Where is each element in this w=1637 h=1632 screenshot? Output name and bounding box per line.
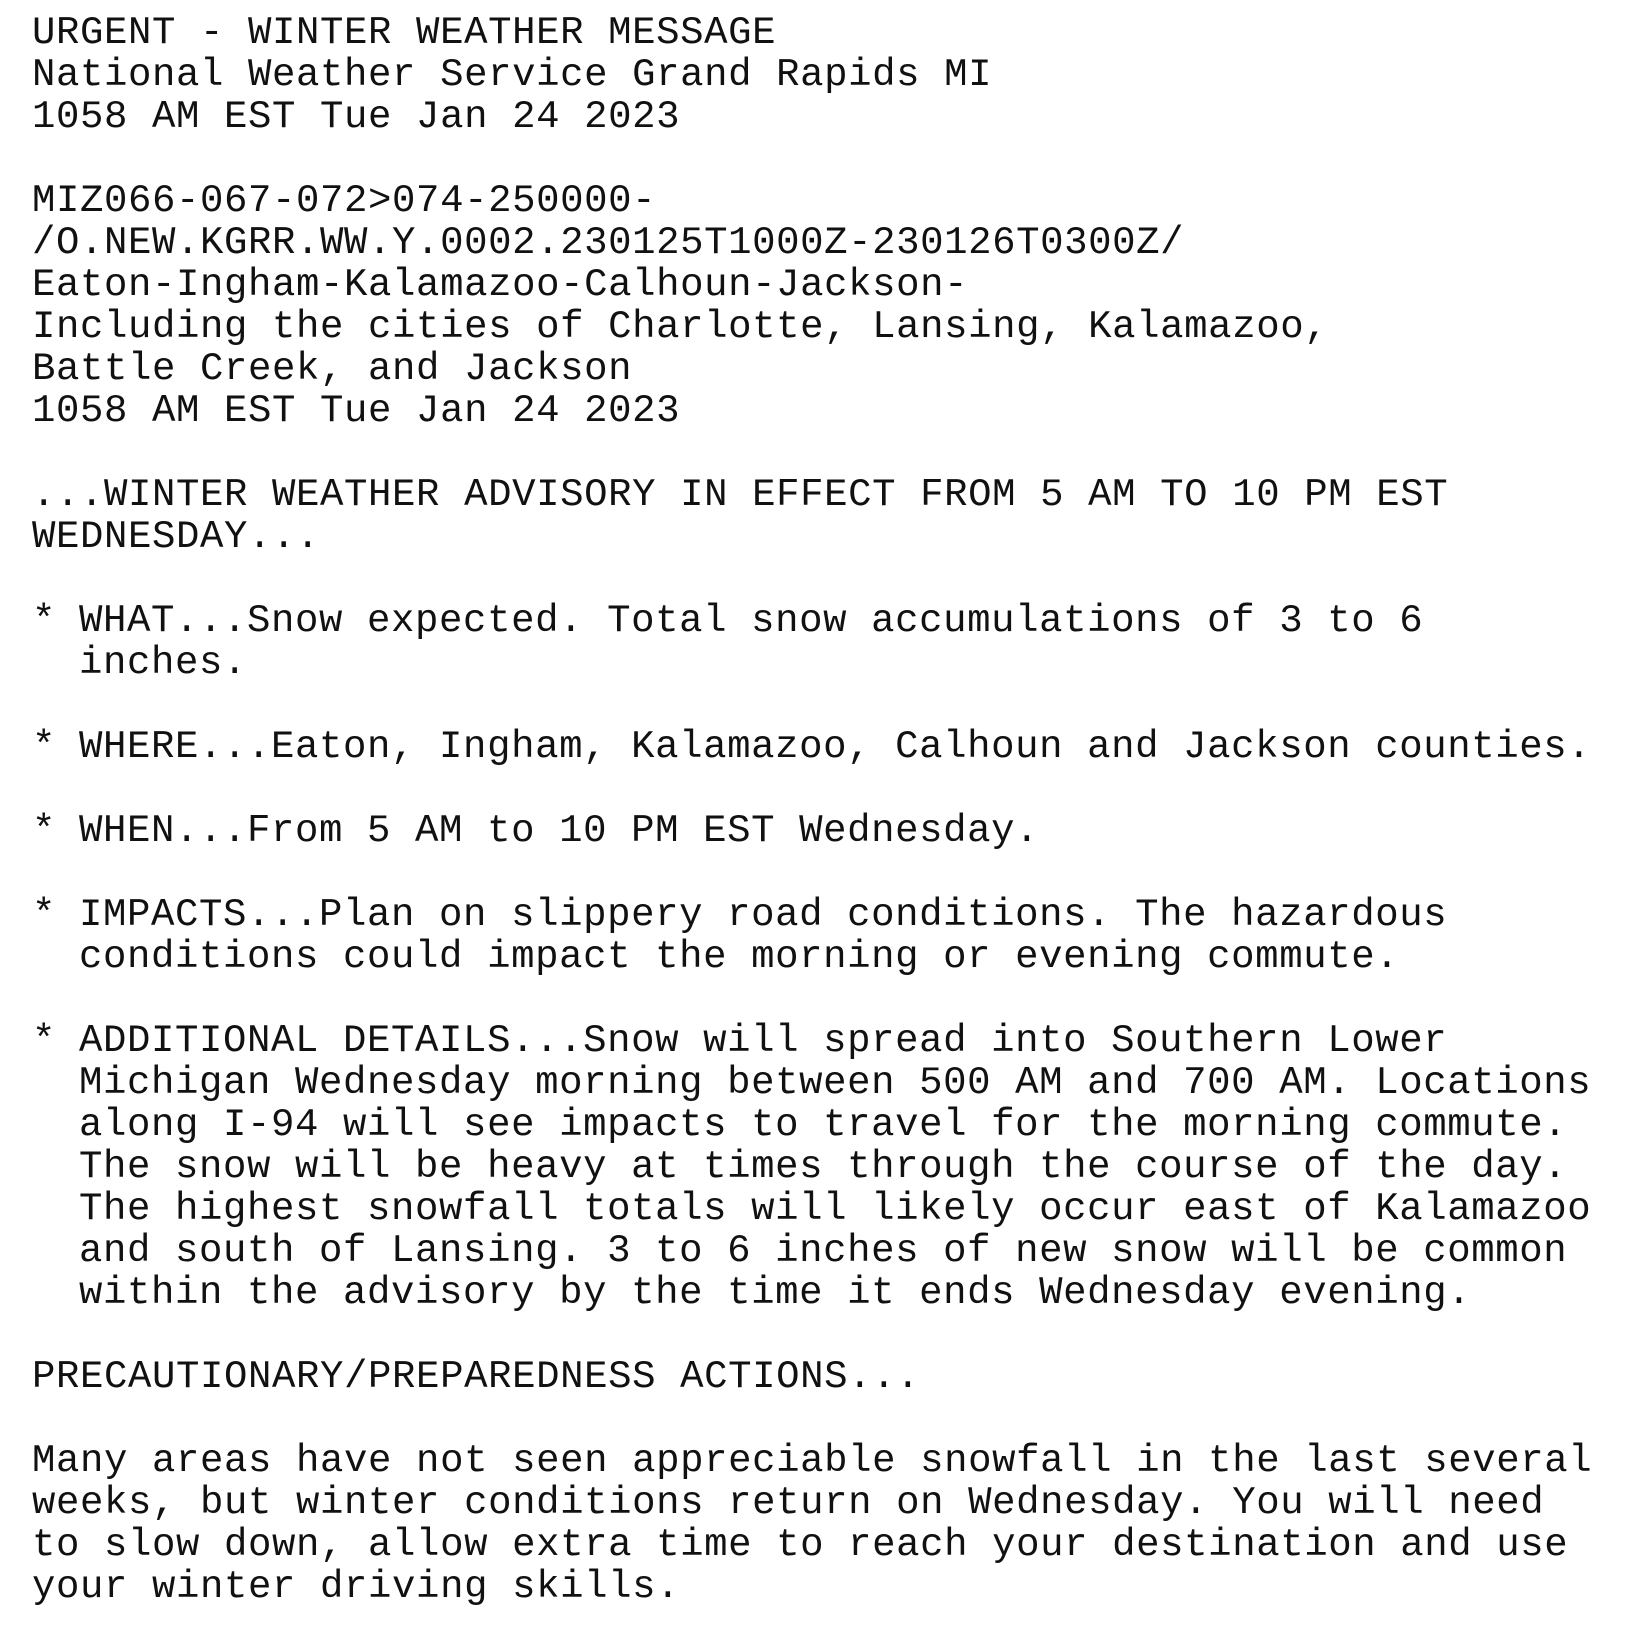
issuing-office: National Weather Service Grand Rapids MI	[32, 53, 993, 97]
spacer	[32, 684, 1592, 726]
spacer	[32, 768, 1592, 810]
issue-time: 1058 AM EST Tue Jan 24 2023	[32, 95, 681, 139]
bullet-text: Michigan Wednesday morning between 500 AM and 700 AM. Locations	[79, 1061, 1592, 1105]
bullet-text: and south of Lansing. 3 to 6 inches of new snow will be common	[79, 1229, 1568, 1273]
bullet-when	[32, 810, 1592, 852]
precautionary-actions	[32, 1356, 1592, 1608]
bullet-text: WHERE...Eaton, Ingham, Kalamazoo, Calhoun and Jackson counties.	[79, 725, 1592, 769]
bullet-marker: *	[32, 725, 57, 769]
spacer	[32, 978, 1592, 1020]
headline-line: WEDNESDAY...	[32, 515, 321, 559]
actions-text: your winter driving skills.	[32, 1565, 681, 1609]
bullet-text: The snow will be heavy at times through the course of the day.	[79, 1145, 1568, 1189]
bullet-additional-details	[32, 1020, 1592, 1314]
cities-line-continued: Battle Creek, and Jackson	[32, 347, 633, 391]
bullet-text: ADDITIONAL DETAILS...Snow will spread into Southern Lower	[79, 1019, 1448, 1063]
vtec-string: /O.NEW.KGRR.WW.Y.0002.230125T1000Z-230126T0300Z/	[32, 221, 1185, 265]
actions-text: weeks, but winter conditions return on Wednesday. You will need	[32, 1481, 1545, 1525]
headline-line: ...WINTER WEATHER ADVISORY IN EFFECT FROM 5 AM TO 10 PM EST	[32, 473, 1449, 517]
bullet-text: within the advisory by the time it ends Wednesday evening.	[79, 1271, 1472, 1315]
bullet-text: conditions could impact the morning or evening commute.	[79, 935, 1400, 979]
bullet-what	[32, 600, 1592, 684]
county-list: Eaton-Ingham-Kalamazoo-Calhoun-Jackson-	[32, 263, 969, 307]
bullet-where	[32, 726, 1592, 768]
bullet-text: IMPACTS...Plan on slippery road conditions. The hazardous	[79, 893, 1448, 937]
bullet-text: The highest snowfall totals will likely occur east of Kalamazoo	[79, 1187, 1592, 1231]
zone-issue-time: 1058 AM EST Tue Jan 24 2023	[32, 389, 681, 433]
spacer	[32, 852, 1592, 894]
bullet-text: WHEN...From 5 AM to 10 PM EST Wednesday.	[79, 809, 1040, 853]
bullet-marker: *	[32, 893, 57, 937]
actions-heading: PRECAUTIONARY/PREPAREDNESS ACTIONS...	[32, 1355, 921, 1399]
bullet-marker: *	[32, 1019, 57, 1063]
actions-text: to slow down, allow extra time to reach your destination and use	[32, 1523, 1569, 1567]
spacer	[32, 138, 1592, 180]
bullet-marker: *	[32, 599, 57, 643]
bullet-text: WHAT...Snow expected. Total snow accumulations of 3 to 6	[79, 599, 1424, 643]
bullet-text: inches.	[79, 641, 248, 685]
bullet-text: along I-94 will see impacts to travel for the morning commute.	[79, 1103, 1568, 1147]
spacer	[32, 432, 1592, 474]
spacer	[32, 1398, 1592, 1440]
spacer	[32, 1314, 1592, 1356]
bullet-impacts	[32, 894, 1592, 978]
message-header	[32, 12, 1592, 138]
weather-bulletin	[32, 12, 1592, 1608]
bullet-marker: *	[32, 809, 57, 853]
advisory-headline	[32, 474, 1592, 558]
message-title: URGENT - WINTER WEATHER MESSAGE	[32, 11, 777, 55]
zone-codes: MIZ066-067-072>074-250000-	[32, 179, 657, 223]
spacer	[32, 558, 1592, 600]
actions-text: Many areas have not seen appreciable snowfall in the last several	[32, 1439, 1593, 1483]
cities-line: Including the cities of Charlotte, Lansing, Kalamazoo,	[32, 305, 1329, 349]
zone-block	[32, 180, 1592, 432]
